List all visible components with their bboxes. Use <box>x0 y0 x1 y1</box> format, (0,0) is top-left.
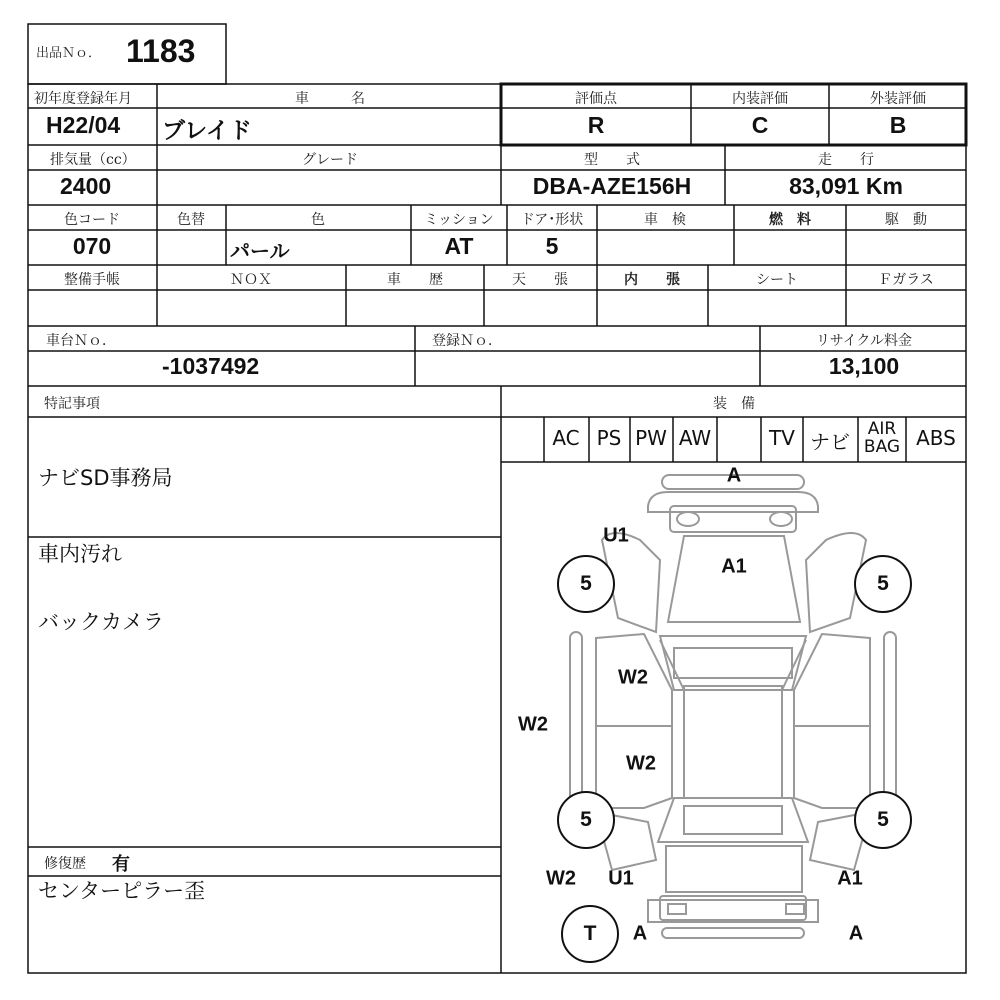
front-glass-label: Ｆガラス <box>878 272 934 288</box>
nox-label: ＮＯＸ <box>230 272 272 288</box>
chassis-number-value: -1037492 <box>162 353 260 379</box>
displacement-label: 排気量（cc） <box>50 152 136 168</box>
remarks-note: ナビSD事務局 <box>38 466 173 490</box>
chassis-number-label: 車台Ｎｏ． <box>46 333 116 349</box>
recycle-fee-label: リサイクル料金 <box>815 333 913 349</box>
lot-number: 1183 <box>126 33 196 69</box>
interior-trim-label: 内 張 <box>624 272 680 288</box>
model-code-value: DBA-AZE156H <box>532 173 692 199</box>
displacement-value: 2400 <box>60 173 112 199</box>
remarks-note: バックカメラ <box>38 610 164 634</box>
equipment-item-pw: PW <box>635 426 667 450</box>
damage-mark-rear-pillar: U1 <box>608 867 634 890</box>
equipment-item-airbag: AIR BAG <box>863 419 901 457</box>
damage-mark-rear-bumper-right: A <box>848 922 864 945</box>
first-registration-value: H22/04 <box>46 112 121 138</box>
equipment-item-abs: ABS <box>916 426 956 450</box>
damage-mark-front-pillar: U1 <box>603 524 629 547</box>
color-label: 色 <box>311 212 325 228</box>
equipment-item-tv: TV <box>769 426 795 450</box>
first-registration-label: 初年度登録年月 <box>34 91 132 107</box>
seat-label: シート <box>756 272 798 288</box>
damage-mark-hood: A1 <box>721 555 747 578</box>
damage-mark-rear-left-door: W2 <box>626 752 656 775</box>
vehicle-history-label: 車 歴 <box>387 272 443 288</box>
repair-history-value: 有 <box>112 854 130 874</box>
door-shape-label: ドア･形状 <box>520 212 584 228</box>
color-value: パール <box>230 241 290 263</box>
damage-mark-rear-right-fender: A1 <box>837 867 863 890</box>
equipment-label: 装 備 <box>713 396 755 412</box>
score-value: R <box>587 112 605 138</box>
lot-number-label: 出品Ｎｏ． <box>36 46 102 61</box>
interior-rating-value: C <box>751 112 769 138</box>
inspection-label: 車 検 <box>644 212 686 228</box>
damage-mark-front-left-door: W2 <box>618 666 648 689</box>
drive-label: 駆 動 <box>885 212 927 228</box>
registration-number-label: 登録Ｎｏ． <box>432 333 502 349</box>
damage-mark-left-side: W2 <box>518 713 548 736</box>
recycle-fee-value: 13,100 <box>828 353 900 379</box>
equipment-item-aw: AW <box>678 426 712 450</box>
color-code-value: 070 <box>72 233 112 259</box>
fuel-label: 燃 料 <box>769 212 811 228</box>
remarks-label: 特記事項 <box>44 396 100 412</box>
model-code-label: 型 式 <box>584 152 640 168</box>
transmission-label: ミッション <box>424 212 494 228</box>
grade-label: グレード <box>302 152 358 168</box>
mileage-label: 走 行 <box>818 152 874 168</box>
ceiling-label: 天 張 <box>512 272 568 288</box>
remarks-note: 車内汚れ <box>38 542 122 566</box>
transmission-value: AT <box>444 233 474 259</box>
tire-mark-front-right: 5 <box>854 555 912 613</box>
equipment-item-ac: AC <box>552 426 580 450</box>
door-shape-value: 5 <box>545 233 559 259</box>
equipment-item-ps: PS <box>596 426 622 450</box>
color-change-label: 色替 <box>177 212 205 228</box>
spare-tire-mark: T <box>561 905 619 963</box>
exterior-rating-label: 外装評価 <box>870 91 926 107</box>
repair-history-label: 修復歴 <box>44 856 86 872</box>
damage-mark-front-bumper: A <box>726 464 742 487</box>
equipment-item-navi: ナビ <box>810 430 850 454</box>
maintenance-book-label: 整備手帳 <box>64 272 120 288</box>
car-name-value: ブレイド <box>162 117 252 143</box>
tire-mark-rear-right: 5 <box>854 791 912 849</box>
damage-mark-rear-left-fender: W2 <box>546 867 576 890</box>
damage-mark-rear-bumper-left: A <box>632 922 648 945</box>
color-code-label: 色コード <box>64 212 120 228</box>
interior-rating-label: 内装評価 <box>732 91 788 107</box>
tire-mark-rear-left: 5 <box>557 791 615 849</box>
repair-note: センターピラー歪 <box>38 879 206 903</box>
score-label: 評価点 <box>575 91 617 107</box>
mileage-value: 83,091 Km <box>789 173 903 199</box>
car-name-label: 車 名 <box>295 91 365 107</box>
exterior-rating-value: B <box>889 112 907 138</box>
tire-mark-front-left: 5 <box>557 555 615 613</box>
